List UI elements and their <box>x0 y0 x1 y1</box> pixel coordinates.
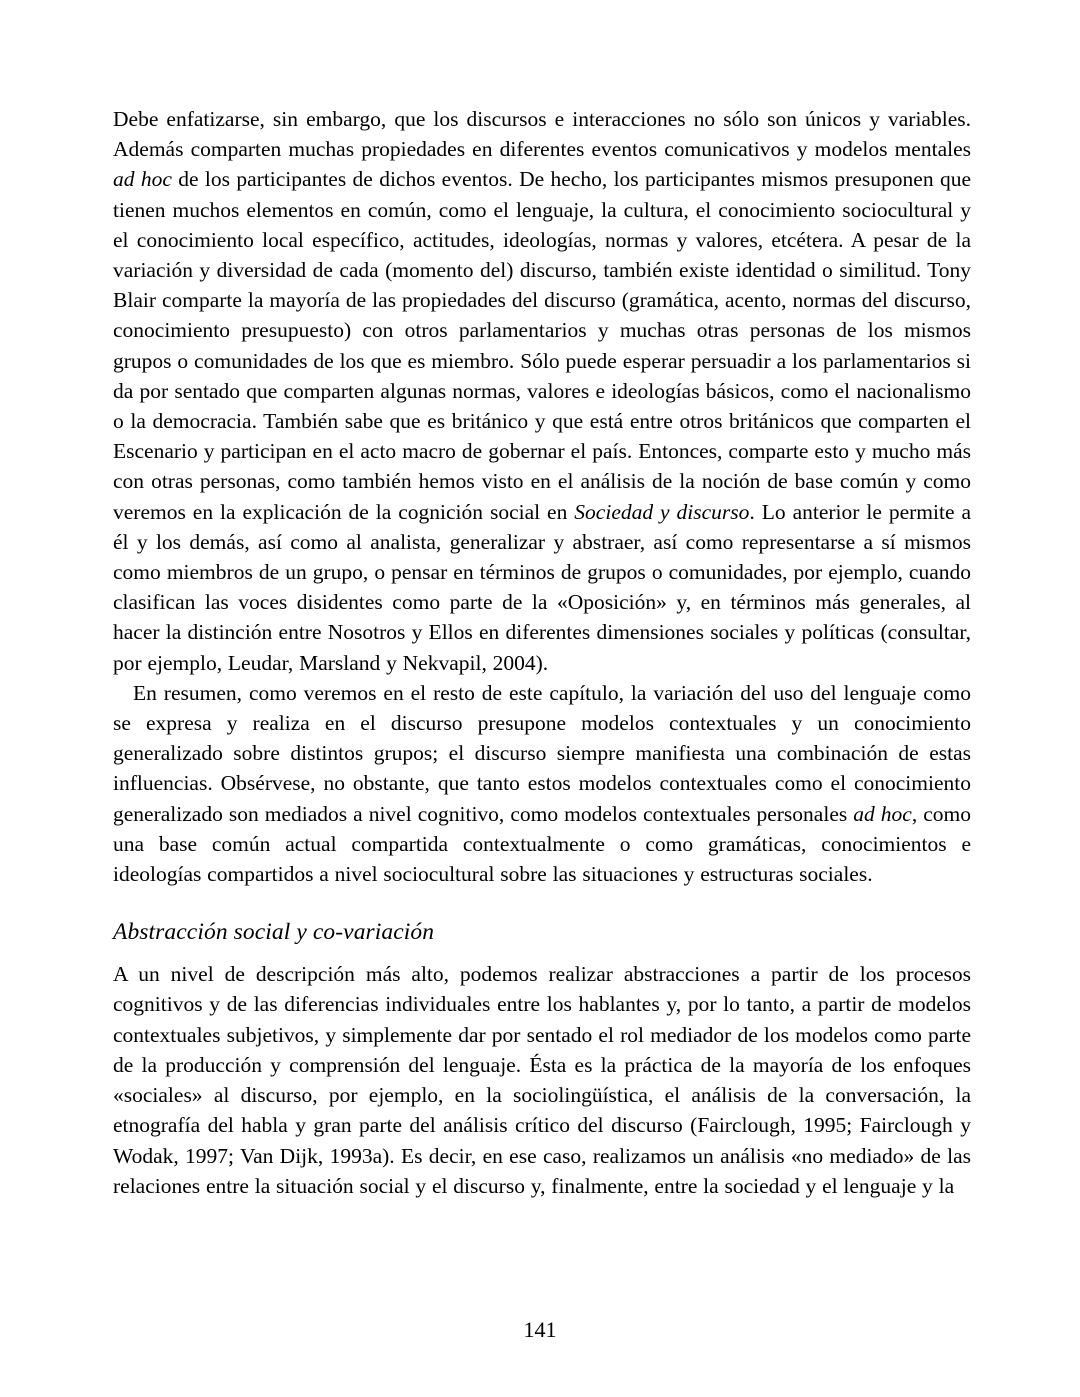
paragraph-2-part-2: , como una base común actual compartida contextualmente o como gramáticas, conocimientos e ideologías compartidos a nivel sociocultural sobre las situaciones y estructuras sociales. <box>113 801 971 887</box>
text-column <box>113 104 971 1201</box>
paragraph-2-part-1: En resumen, como veremos en el resto de este capítulo, la variación del uso del lenguaje como se expresa y realiza en el discurso presupone modelos contextuales y un conocimiento generalizado sobre distintos grupos; el discurso siempre manifiesta una combinación de estas influencias. Obsérvese, no obstante, que tanto estos modelos contextuales como el conocimiento generalizado son mediados a nivel cognitivo, como modelos contextuales personales <box>113 680 971 826</box>
page-number: 141 <box>523 1317 557 1342</box>
paragraph-2 <box>113 678 971 889</box>
heading-spacer-below <box>113 947 971 959</box>
paragraph-1 <box>113 104 971 678</box>
italic-title-sociedad-y-discurso: Sociedad y discurso <box>574 499 750 524</box>
heading-spacer-above <box>113 889 971 917</box>
paragraph-1-part-1: Debe enfatizarse, sin embargo, que los discursos e interacciones no sólo son únicos y variables. Además comparten muchas propiedades en diferentes eventos comunicativos y modelos mentales <box>113 107 971 162</box>
italic-phrase-ad-hoc-1: ad hoc <box>113 167 172 192</box>
paragraph-1-part-2: de los participantes de dichos eventos. De hecho, los participantes mismos presuponen que tienen muchos elementos en común, como el lenguaje, la cultura, el conocimiento sociocultural y el conocimiento local específico, actitudes, ideologías, normas y valores, etcétera. A pesar de la variación y diversidad de cada (momento del) discurso, también existe identidad o similitud. Tony Blair comparte la mayoría de las propiedades del discurso (gramática, acento, normas del discurso, conocimiento presupuesto) con otros parlamentarios y muchas otras personas de los mismos grupos o comunidades de los que es miembro. Sólo puede esperar persuadir a los parlamentarios si da por sentado que comparten algunas normas, valores e ideologías básicos, como el nacionalismo o la democracia. También sabe que es británico y que está entre otros británicos que comparten el Escenario y participan en el acto macro de gobernar el país. Entonces, comparte esto y mucho más con otras personas, como también hemos visto en el análisis de la noción de base común y como veremos en la explicación de la cognición social en <box>113 167 971 524</box>
paragraph-3: A un nivel de descripción más alto, podemos realizar abstracciones a partir de los procesos cognitivos y de las diferencias individuales entre los hablantes y, por lo tanto, a partir de modelos contextuales subjetivos, y simplemente dar por sentado el rol mediador de los modelos como parte de la producción y comprensión del lenguaje. Ésta es la práctica de la mayoría de los enfoques «sociales» al discurso, por ejemplo, en la sociolingüística, el análisis de la conversación, la etnografía del habla y gran parte del análisis crítico del discurso (Fairclough, 1995; Fairclough y Wodak, 1997; Van Dijk, 1993a). Es decir, en ese caso, realizamos un análisis «no mediado» de las relaciones entre la situación social y el discurso y, finalmente, entre la sociedad y el lenguaje y la <box>113 962 971 1198</box>
italic-phrase-ad-hoc-2: ad hoc <box>853 801 912 826</box>
paragraph-1-part-3: . Lo anterior le permite a él y los demás, así como al analista, generalizar y abstraer, así como representarse a sí mismos como miembros de un grupo, o pensar en términos de grupos o comunidades, por ejemplo, cuando clasifican las voces disidentes como parte de la «Oposición» y, en términos más generales, al hacer la distinción entre Nosotros y Ellos en diferentes dimensiones sociales y políticas (consultar, por ejemplo, Leudar, Marsland y Nekvapil, 2004). <box>113 499 971 675</box>
section-heading-abstraccion-social: Abstracción social y co-variación <box>113 919 435 946</box>
